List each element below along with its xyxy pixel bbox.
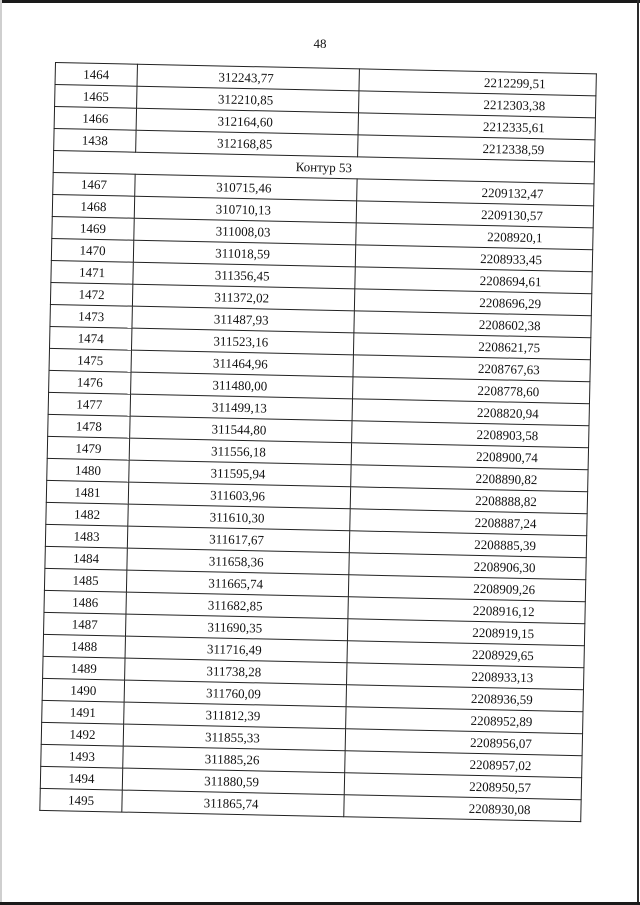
x-coordinate-cell: 311738,28 [125, 658, 347, 685]
y-coordinate-cell: 2212303,38 [359, 91, 596, 118]
x-coordinate-cell: 311556,18 [129, 438, 351, 465]
y-coordinate-cell: 2212338,59 [358, 135, 595, 162]
point-number-cell: 1492 [41, 722, 123, 746]
x-coordinate-cell: 311464,96 [131, 350, 353, 377]
x-coordinate-cell: 311682,85 [126, 592, 348, 619]
point-number-cell: 1467 [53, 172, 135, 196]
point-number-cell: 1469 [52, 216, 134, 240]
x-coordinate-cell: 311716,49 [125, 636, 347, 663]
coordinates-table-wrapper [39, 62, 596, 822]
x-coordinate-cell: 311865,74 [122, 790, 344, 817]
y-coordinate-cell: 2208930,08 [344, 795, 581, 822]
x-coordinate-cell: 311812,39 [124, 702, 346, 729]
x-coordinate-cell: 311665,74 [126, 570, 348, 597]
scan-left-edge [0, 0, 2, 905]
x-coordinate-cell: 311690,35 [125, 614, 347, 641]
y-coordinate-cell: 2212335,61 [358, 113, 595, 140]
y-coordinate-cell: 2208936,59 [346, 685, 583, 712]
point-number-cell: 1488 [43, 634, 125, 658]
y-coordinate-cell: 2208950,57 [344, 773, 581, 800]
x-coordinate-cell: 310710,13 [134, 196, 356, 223]
y-coordinate-cell: 2208933,13 [347, 663, 584, 690]
point-number-cell: 1478 [48, 414, 130, 438]
x-coordinate-cell: 311760,09 [124, 680, 346, 707]
point-number-cell: 1477 [48, 392, 130, 416]
y-coordinate-cell: 2208952,89 [346, 707, 583, 734]
x-coordinate-cell: 311544,80 [130, 416, 352, 443]
y-coordinate-cell: 2208887,24 [350, 509, 587, 536]
x-coordinate-cell: 311499,13 [130, 394, 352, 421]
y-coordinate-cell: 2208903,58 [352, 421, 589, 448]
coordinates-table [39, 62, 597, 822]
y-coordinate-cell: 2208906,30 [349, 553, 586, 580]
point-number-cell: 1487 [44, 612, 126, 636]
x-coordinate-cell: 311487,93 [132, 306, 354, 333]
y-coordinate-cell: 2208929,65 [347, 641, 584, 668]
y-coordinate-cell: 2208957,02 [345, 751, 582, 778]
point-number-cell: 1474 [49, 326, 131, 350]
x-coordinate-cell: 312243,77 [137, 64, 359, 91]
x-coordinate-cell: 311595,94 [129, 460, 351, 487]
point-number-cell: 1483 [45, 524, 127, 548]
y-coordinate-cell: 2208885,39 [349, 531, 586, 558]
y-coordinate-cell: 2208890,82 [351, 465, 588, 492]
y-coordinate-cell: 2208900,74 [351, 443, 588, 470]
page-number: 48 [313, 36, 327, 51]
y-coordinate-cell: 2208767,63 [353, 355, 590, 382]
y-coordinate-cell: 2209132,47 [357, 179, 594, 206]
y-coordinate-cell: 2208933,45 [355, 245, 592, 272]
y-coordinate-cell: 2208621,75 [353, 333, 590, 360]
point-number-cell: 1473 [50, 304, 132, 328]
x-coordinate-cell: 311372,02 [132, 284, 354, 311]
y-coordinate-cell: 2208694,61 [355, 267, 592, 294]
y-coordinate-cell: 2208696,29 [354, 289, 591, 316]
x-coordinate-cell: 311658,36 [127, 548, 349, 575]
x-coordinate-cell: 311617,67 [127, 526, 349, 553]
section-title: Контур 53 [53, 150, 594, 183]
point-number-cell: 1476 [49, 370, 131, 394]
x-coordinate-cell: 312168,85 [136, 130, 358, 157]
point-number-cell: 1470 [51, 238, 133, 262]
point-number-cell: 1466 [54, 107, 136, 131]
x-coordinate-cell: 311480,00 [131, 372, 353, 399]
point-number-cell: 1481 [46, 480, 128, 504]
point-number-cell: 1494 [40, 766, 122, 790]
point-number-cell: 1475 [49, 348, 131, 372]
point-number-cell: 1489 [43, 656, 125, 680]
y-coordinate-cell: 2208820,94 [352, 399, 589, 426]
point-number-cell: 1486 [44, 590, 126, 614]
point-number-cell: 1472 [50, 282, 132, 306]
point-number-cell: 1471 [51, 260, 133, 284]
x-coordinate-cell: 311523,16 [131, 328, 353, 355]
point-number-cell: 1465 [55, 85, 137, 109]
point-number-cell: 1468 [52, 194, 134, 218]
coordinates-table-body [40, 63, 597, 822]
point-number-cell: 1479 [47, 436, 129, 460]
point-number-cell: 1485 [44, 568, 126, 592]
y-coordinate-cell: 2208920,1 [356, 223, 593, 250]
x-coordinate-cell: 310715,46 [135, 174, 357, 201]
scan-right-edge [637, 0, 639, 905]
y-coordinate-cell: 2208888,82 [350, 487, 587, 514]
x-coordinate-cell: 311880,59 [122, 768, 344, 795]
x-coordinate-cell: 311008,03 [134, 218, 356, 245]
x-coordinate-cell: 311885,26 [123, 746, 345, 773]
y-coordinate-cell: 2212299,51 [359, 69, 596, 96]
y-coordinate-cell: 2208602,38 [354, 311, 591, 338]
y-coordinate-cell: 2209130,57 [356, 201, 593, 228]
x-coordinate-cell: 311603,96 [128, 482, 350, 509]
y-coordinate-cell: 2208916,12 [348, 597, 585, 624]
point-number-cell: 1495 [40, 788, 122, 812]
point-number-cell: 1493 [41, 744, 123, 768]
x-coordinate-cell: 312210,85 [137, 86, 359, 113]
y-coordinate-cell: 2208919,15 [347, 619, 584, 646]
x-coordinate-cell: 311018,59 [133, 240, 355, 267]
x-coordinate-cell: 311610,30 [128, 504, 350, 531]
x-coordinate-cell: 312164,60 [136, 108, 358, 135]
y-coordinate-cell: 2208778,60 [353, 377, 590, 404]
point-number-cell: 1491 [42, 700, 124, 724]
x-coordinate-cell: 311356,45 [133, 262, 355, 289]
x-coordinate-cell: 311855,33 [123, 724, 345, 751]
point-number-cell: 1438 [54, 128, 136, 152]
y-coordinate-cell: 2208956,07 [345, 729, 582, 756]
point-number-cell: 1480 [47, 458, 129, 482]
point-number-cell: 1484 [45, 546, 127, 570]
point-number-cell: 1482 [46, 502, 128, 526]
scan-top-edge [0, 0, 640, 3]
point-number-cell: 1464 [55, 63, 137, 87]
point-number-cell: 1490 [42, 678, 124, 702]
y-coordinate-cell: 2208909,26 [348, 575, 585, 602]
